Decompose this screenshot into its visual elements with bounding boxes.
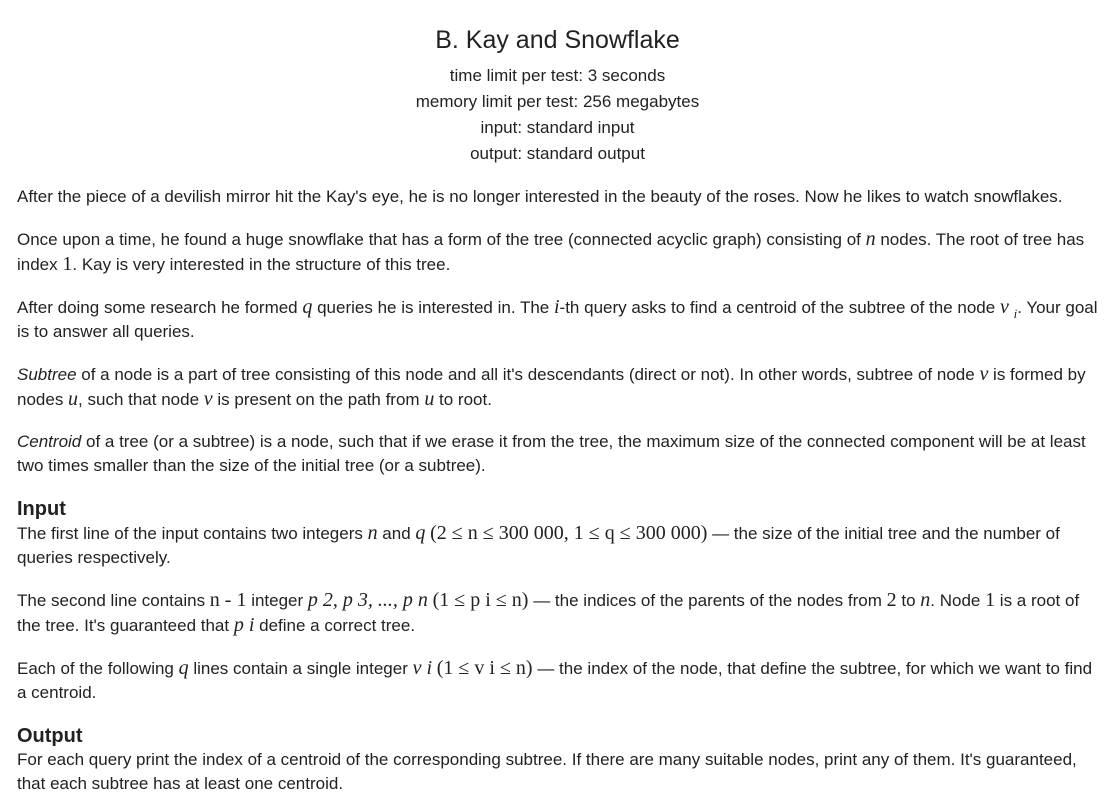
math-q: q <box>178 656 189 679</box>
text: — the size of the initial tree and the number of queries respectively. <box>17 523 1060 567</box>
text: -th query asks to find a centroid of the subtree of the node <box>559 297 1000 317</box>
text: is formed by nodes <box>17 364 1086 409</box>
text: to root. <box>434 390 492 409</box>
math-v-range: (1 ≤ v i ≤ n) <box>436 656 533 679</box>
text: of a tree (or a subtree) is a node, such that if we erase it from the tree, the maximum size of the connected component will be at least two times smaller than the size of the initial tree (or a subtree). <box>17 431 1086 475</box>
math-q: q <box>415 521 426 544</box>
statement-paragraph-1: After the piece of a devilish mirror hit the Kay's eye, he is no longer interested in the beauty of the roses. Now he likes to watch snowflakes. <box>17 187 1063 206</box>
math-u: u <box>68 388 79 410</box>
math-n: n <box>865 227 876 250</box>
term-centroid: Centroid <box>17 431 82 451</box>
problem-title: B. Kay and Snowflake <box>435 26 680 54</box>
statement-paragraph-4 <box>17 362 1098 413</box>
input-line-1 <box>17 521 1098 571</box>
math-n-minus-1: n - 1 <box>209 588 247 611</box>
term-subtree: Subtree <box>17 364 77 384</box>
math-v: v <box>203 388 213 410</box>
time-limit: time limit per test: 3 seconds <box>449 66 666 85</box>
math-p-range: (1 ≤ p i ≤ n) <box>432 588 529 611</box>
math-v-i: v i <box>412 656 433 679</box>
text: define a correct tree. <box>254 616 416 635</box>
statement-paragraph-2 <box>17 227 1098 278</box>
statement-paragraph-3 <box>17 295 1098 345</box>
text: , such that node <box>78 390 204 409</box>
text: of a node is a part of tree consisting of this node and all it's descendants (direct or not). In other words, subtree of node <box>76 364 980 384</box>
text: — the indices of the parents of the nodes from <box>528 590 887 610</box>
input-spec: input: standard input <box>480 118 635 137</box>
output-section-title: Output <box>17 724 83 747</box>
math-i: i <box>553 295 560 318</box>
text: . Kay is very interested in the structure of this tree. <box>72 255 451 274</box>
math-one: 1 <box>985 588 996 611</box>
math-q: q <box>302 295 313 318</box>
text: Once upon a time, he found a huge snowflake that has a form of the tree (connected acyclic graph) consisting of <box>17 229 866 249</box>
output-text: For each query print the index of a centroid of the corresponding subtree. If there are many suitable nodes, print any of them. It's guaranteed, that each subtree has at least one centroid. <box>17 749 1077 793</box>
input-section-title: Input <box>17 497 66 520</box>
math-v: v <box>999 295 1009 318</box>
text: to <box>896 590 921 610</box>
math-v: v <box>979 362 989 385</box>
text: — the index of the node, that define the subtree, for which we want to find a centroid. <box>17 658 1093 702</box>
problem-header <box>17 0 1098 167</box>
math-two: 2 <box>886 588 897 611</box>
math-n: n <box>367 521 378 544</box>
text: and <box>377 523 416 543</box>
text: The second line contains <box>17 590 210 610</box>
math-n: n <box>920 588 931 611</box>
statement-paragraph-5 <box>17 430 1098 479</box>
math-constraints: (2 ≤ n ≤ 300 000, 1 ≤ q ≤ 300 000) <box>430 521 708 544</box>
text: Each of the following <box>17 658 179 678</box>
input-line-3 <box>17 656 1098 706</box>
text: is a root of the tree. It's guaranteed that <box>17 590 1080 635</box>
text: is present on the path from <box>212 390 425 409</box>
text: lines contain a single integer <box>188 658 413 678</box>
input-line-2 <box>17 588 1098 639</box>
math-p-i: p i <box>233 614 255 636</box>
math-p-sequence: p 2, p 3, ..., p n <box>307 588 428 611</box>
math-u: u <box>424 388 435 410</box>
text: queries he is interested in. The <box>312 297 554 317</box>
math-one: 1 <box>62 253 73 275</box>
text: After doing some research he formed <box>17 297 303 317</box>
text: nodes. The root of tree has index <box>17 229 1085 274</box>
text: . Your goal is to answer all queries. <box>17 297 1098 341</box>
memory-limit: memory limit per test: 256 megabytes <box>415 92 700 111</box>
text: integer <box>246 590 308 610</box>
output-spec: output: standard output <box>470 144 645 163</box>
text: . Node <box>930 590 986 610</box>
text: The first line of the input contains two integers <box>17 523 368 543</box>
math-subscript: i <box>1013 305 1018 321</box>
